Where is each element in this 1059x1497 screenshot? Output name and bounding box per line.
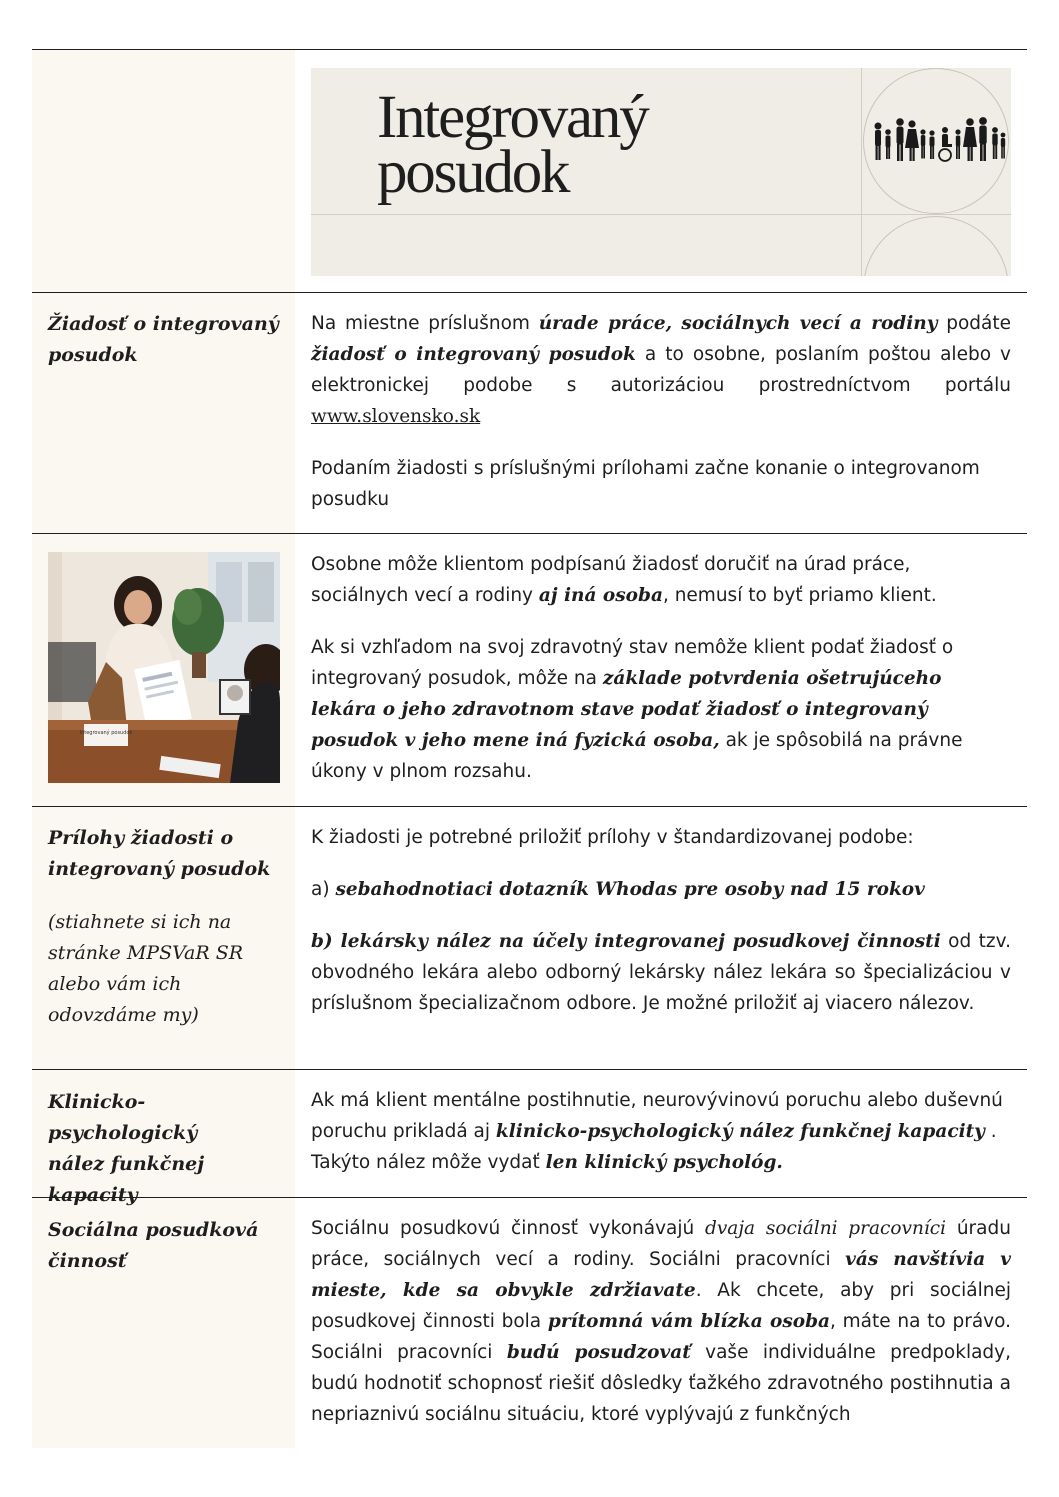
slovensko-sk-link[interactable]: www.slovensko.sk bbox=[311, 406, 481, 427]
list-item bbox=[311, 874, 1011, 905]
paragraph bbox=[311, 1085, 1011, 1178]
paragraph: K žiadosti je potrebné priložiť prílohy v štandardizovanej podobe: bbox=[311, 827, 914, 848]
paragraph bbox=[311, 308, 1011, 432]
desk-sign: Integrovaný posudok bbox=[79, 730, 133, 736]
text: , nemusí to byť priamo klient. bbox=[662, 585, 937, 606]
paragraph: Podaním žiadosti s príslušnými prílohami začne konanie o integrovanom posudku bbox=[311, 458, 980, 510]
divider bbox=[32, 292, 1027, 293]
text: podáte bbox=[937, 313, 1011, 334]
label-line: Žiadosť o integrovaný bbox=[48, 313, 279, 335]
label-line: integrovaný posudok bbox=[48, 858, 271, 880]
section-text-prilohy bbox=[311, 822, 1011, 1019]
section-text-klinicko bbox=[311, 1085, 1011, 1178]
section-label-klinicko bbox=[48, 1087, 280, 1211]
text: , máte na to právo. Sociálni pracovníci bbox=[311, 1311, 1012, 1363]
paragraph bbox=[311, 549, 1011, 611]
text: vaše individuálne predpoklady, budú hodnotiť schopnosť riešiť dôsledky ťažkého zdravotného postihnutia a nepriaznivú sociálnu situáciu, ktoré vyplývajú z funkčných bbox=[311, 1342, 1012, 1425]
title-banner bbox=[311, 68, 1011, 276]
emphasis: sebahodnotiaci dotazník Whodas pre osoby nad 15 rokov bbox=[335, 879, 925, 900]
emphasis: klinicko-psychologický nález funkčnej kapacity bbox=[495, 1121, 985, 1142]
text: . Takýto nález môže vydať bbox=[311, 1121, 997, 1173]
paragraph bbox=[311, 632, 1011, 787]
divider bbox=[32, 533, 1027, 534]
title-line: Integrovaný bbox=[377, 84, 648, 151]
label-line: Klinicko-psychologický bbox=[48, 1091, 198, 1144]
top-divider bbox=[32, 49, 1027, 50]
list-item bbox=[311, 926, 1011, 1019]
emphasis: prítomná vám blízka osoba bbox=[547, 1311, 831, 1332]
text: a to osobne, poslaním poštou alebo v elektronickej podobe s autorizáciou prostredníctvom portálu bbox=[311, 344, 1012, 396]
text: úradu práce, sociálnych vecí a rodiny. Sociálni pracovníci bbox=[311, 1218, 1011, 1270]
emphasis: vás navštívia v mieste, kde sa obvykle zdržiavate bbox=[311, 1249, 1011, 1301]
section-note-prilohy bbox=[48, 907, 280, 1031]
text: a) bbox=[311, 879, 336, 900]
note-line: odovzdáme my) bbox=[48, 1004, 199, 1026]
note-line: stránke MPSVaR SR bbox=[48, 942, 244, 964]
divider bbox=[32, 1069, 1027, 1070]
banner-grid-line bbox=[311, 214, 1011, 215]
banner-circle bbox=[863, 216, 1009, 276]
label-line: činnosť bbox=[48, 1250, 127, 1272]
emphasis: lekársky nález na účely integrovanej posudkovej činnosti bbox=[340, 931, 941, 952]
section-text-ziadost bbox=[311, 308, 1011, 515]
label-line: posudok bbox=[48, 344, 138, 366]
section-text-osobne bbox=[311, 549, 1011, 787]
emphasis: úrade práce, sociálnych vecí a rodiny bbox=[538, 313, 938, 334]
text: ak je spôsobilá na právne úkony v plnom rozsahu. bbox=[311, 730, 963, 782]
text: Sociálnu posudkovú činnosť vykonávajú bbox=[311, 1218, 705, 1239]
note-line: alebo vám ich bbox=[48, 973, 182, 995]
emphasis: len klinický psychológ. bbox=[545, 1152, 783, 1173]
reception-desk-photo bbox=[48, 552, 280, 783]
banner-grid-line bbox=[861, 68, 862, 276]
text: Na miestne príslušnom bbox=[311, 313, 539, 334]
emphasis: žiadosť o integrovaný posudok bbox=[311, 344, 636, 365]
label-line: kapacity bbox=[48, 1184, 138, 1206]
emphasis: aj iná osoba bbox=[538, 585, 663, 606]
text: od tzv. obvodného lekára alebo odborný lekársky nález lekára so špecializáciou v príslušnom špecializačnom odbore. Je možné priložiť aj viacero nálezov. bbox=[311, 931, 1011, 1014]
label-line: nález funkčnej bbox=[48, 1153, 205, 1175]
text: Ak si vzhľadom na svoj zdravotný stav nemôže klient podať žiadosť o integrovaný posudok, môže na bbox=[311, 637, 954, 689]
text: b) bbox=[311, 931, 341, 952]
paragraph bbox=[311, 1213, 1011, 1430]
text: Osobne môže klientom podpísanú žiadosť doručiť na úrad práce, sociálnych vecí a rodiny bbox=[311, 554, 911, 606]
emphasis: budú posudzovať bbox=[506, 1342, 691, 1363]
photo-illustration bbox=[48, 552, 280, 783]
section-label-socialna bbox=[48, 1215, 280, 1277]
section-text-socialna bbox=[311, 1213, 1011, 1430]
note-line: (stiahnete si ich na bbox=[48, 911, 232, 933]
divider bbox=[32, 806, 1027, 807]
emphasis: základe potvrdenia ošetrujúceho lekára o jeho zdravotnom stave podať žiadosť o integrovaný posudok v jeho mene iná fyzická osoba, bbox=[311, 668, 942, 751]
label-line: Prílohy žiadosti o bbox=[48, 827, 234, 849]
section-label-prilohy bbox=[48, 823, 280, 885]
section-label-ziadost bbox=[48, 309, 280, 371]
title-line: posudok bbox=[377, 139, 569, 206]
text: Ak má klient mentálne postihnutie, neurovývinovú poruchu alebo duševnú poruchu prikladá aj bbox=[311, 1090, 1003, 1142]
page-title bbox=[377, 84, 648, 206]
emphasis: dvaja sociálni pracovníci bbox=[705, 1218, 947, 1239]
family-silhouettes-icon bbox=[869, 116, 1007, 168]
text: . Ak chcete, aby pri sociálnej posudkovej činnosti bola bbox=[311, 1280, 1011, 1332]
label-line: Sociálna posudková bbox=[48, 1219, 259, 1241]
